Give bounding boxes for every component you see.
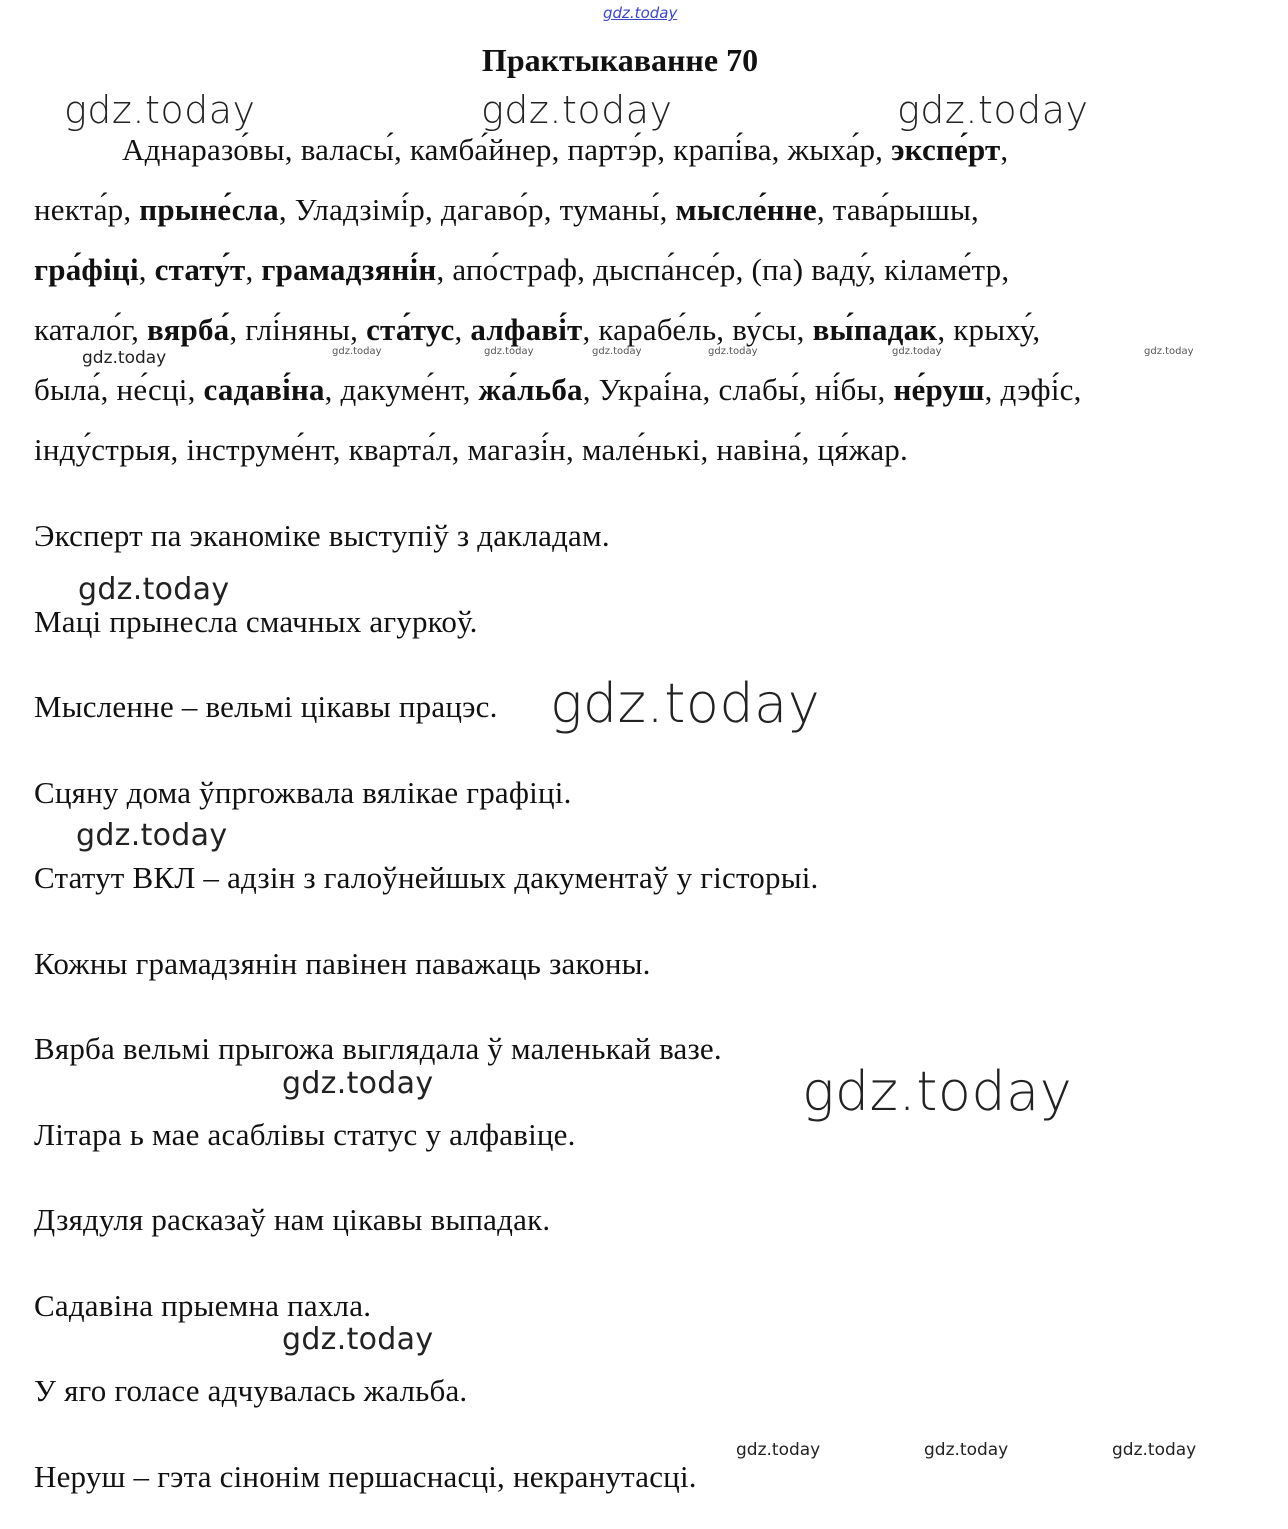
example-sentence: Мысленне – вельмі цікавы працэс. xyxy=(34,689,498,724)
example-sentence: Неруш – гэта сінонім першаснасці, некранутасці. xyxy=(34,1459,697,1494)
example-sentence: Вярба вельмі прыгожа выглядала ў маленькай вазе. xyxy=(34,1031,722,1066)
watermark: gdz.today xyxy=(592,346,642,357)
bold-word: садаві́на xyxy=(203,372,325,407)
word-text: , карабе́ль, ву́сы, xyxy=(582,312,813,347)
watermark: gdz.today xyxy=(282,1066,434,1101)
watermark: gdz.today xyxy=(484,346,534,357)
word-list-line xyxy=(34,250,1009,290)
word-text: , апо́страф, дыспа́нсе́р, (па) ваду́, кіламе́тр, xyxy=(436,252,1010,287)
bold-word: грамадзяні́н xyxy=(261,252,437,287)
bold-word: вярба́ xyxy=(147,312,230,347)
example-sentence: Сцяну дома ўпргожвала вялікае графіці. xyxy=(34,775,572,810)
watermark: gdz.today xyxy=(82,348,167,368)
word-text: , xyxy=(245,252,262,287)
watermark: gdz.today xyxy=(64,88,256,132)
bold-word: не́руш xyxy=(893,372,985,407)
example-sentence: Эксперт па эканоміке выступіў з дакладам. xyxy=(34,518,610,553)
example-sentence: У яго голасе адчувалась жальба. xyxy=(34,1373,468,1408)
bold-word: гра́фіці xyxy=(34,252,139,287)
watermark: gdz.today xyxy=(802,1060,1073,1123)
bold-word: ста́тус xyxy=(366,312,455,347)
example-sentence: Садавіна прыемна пахла. xyxy=(34,1288,372,1323)
word-text: , глі́няны, xyxy=(229,312,367,347)
watermark: gdz.today xyxy=(332,346,382,357)
word-text: інду́стрыя, інструме́нт, кварта́л, магазі́н, мале́нькі, навіна́, ця́жар. xyxy=(34,432,908,467)
bold-word: мысле́нне xyxy=(675,192,817,227)
word-text: , xyxy=(138,252,155,287)
bold-word: прыне́сла xyxy=(139,192,279,227)
bold-word: жа́льба xyxy=(478,372,583,407)
example-sentence: Кожны грамадзянін павінен паважаць законы. xyxy=(34,946,651,981)
word-list-line xyxy=(122,130,1008,170)
watermark: gdz.today xyxy=(1112,1440,1197,1460)
bold-word: экспе́рт xyxy=(891,132,1001,167)
bold-word: стату́т xyxy=(154,252,246,287)
watermark: gdz.today xyxy=(924,1440,1009,1460)
word-text: , Украі́на, слабы́, ні́бы, xyxy=(582,372,894,407)
word-list-line xyxy=(34,430,908,470)
word-text: , xyxy=(1000,132,1009,167)
word-text: Аднаразо́вы, валасы́, камба́йнер, партэ́р, крапі́ва, жыха́р, xyxy=(122,132,892,167)
example-sentence: Маці прынесла смачных агуркоў. xyxy=(34,604,478,639)
watermark: gdz.today xyxy=(736,1440,821,1460)
word-text: , Уладзімі́р, дагаво́р, туманы́, xyxy=(278,192,676,227)
word-text: была́, не́сці, xyxy=(34,372,204,407)
watermark: gdz.today xyxy=(550,672,821,735)
watermark: gdz.today xyxy=(78,572,230,607)
word-text: , xyxy=(454,312,471,347)
page-title: Практыкаванне 70 xyxy=(481,42,759,78)
example-sentence: Літара ь мае асаблівы статус у алфавіце. xyxy=(34,1117,576,1152)
word-text: некта́р, xyxy=(34,192,140,227)
word-text: , дакуме́нт, xyxy=(324,372,479,407)
watermark-top: gdz.today xyxy=(603,4,678,22)
word-list-line xyxy=(34,190,979,230)
watermark: gdz.today xyxy=(897,88,1089,132)
watermark: gdz.today xyxy=(708,346,758,357)
word-text: , крыху́, xyxy=(937,312,1041,347)
word-text: , тава́рышы, xyxy=(816,192,979,227)
watermark: gdz.today xyxy=(892,346,942,357)
watermark: gdz.today xyxy=(76,818,228,853)
example-sentence: Дзядуля расказаў нам цікавы выпадак. xyxy=(34,1202,551,1237)
word-text: катало́г, xyxy=(34,312,147,347)
word-list-line xyxy=(34,370,1082,410)
watermark: gdz.today xyxy=(282,1322,434,1357)
example-sentence: Статут ВКЛ – адзін з галоўнейшых дакументаў у гісторыі. xyxy=(34,860,819,895)
word-list-line xyxy=(34,310,1040,350)
watermark: gdz.today xyxy=(481,88,673,132)
watermark: gdz.today xyxy=(1144,346,1194,357)
bold-word: алфаві́т xyxy=(470,312,583,347)
word-text: , дэфі́с, xyxy=(984,372,1082,407)
bold-word: вы́падак xyxy=(812,312,938,347)
